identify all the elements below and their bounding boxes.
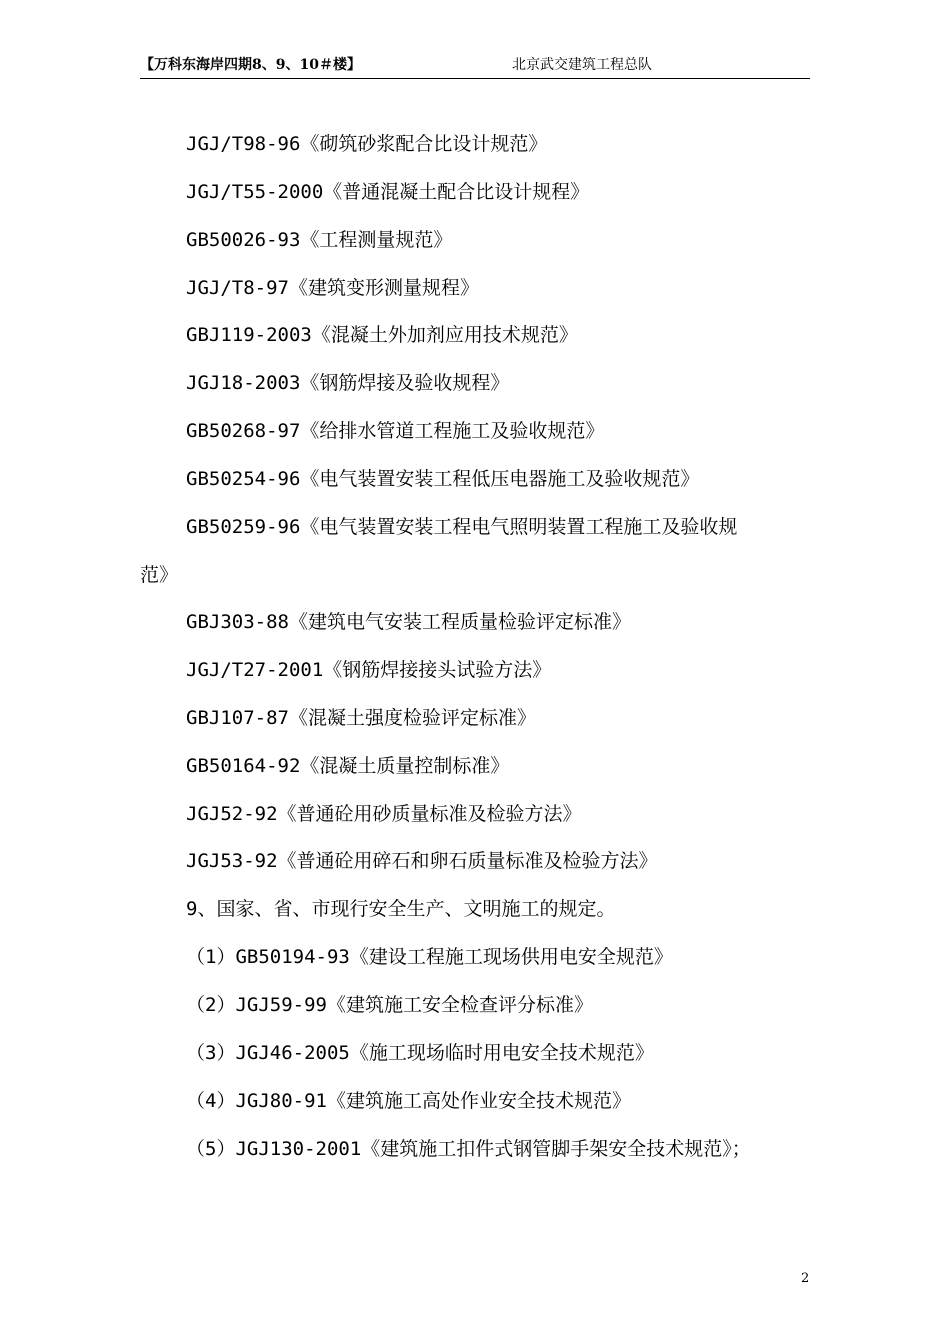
safety-standard-line: （4）JGJ80-91《建筑施工高处作业安全技术规范》 — [186, 1090, 631, 1112]
standard-line: GB50268-97《给排水管道工程施工及验收规范》 — [186, 420, 605, 442]
standard-line: JGJ/T8-97《建筑变形测量规程》 — [186, 277, 479, 299]
standard-line-continuation: 范》 — [140, 564, 179, 586]
standard-line: GBJ107-87《混凝土强度检验评定标准》 — [186, 707, 536, 729]
page-header — [140, 48, 810, 79]
header-company-name: 北京武交建筑工程总队 — [512, 57, 652, 73]
standard-line: GB50026-93《工程测量规范》 — [186, 229, 453, 251]
standard-line: JGJ/T27-2001《钢筋焊接接头试验方法》 — [186, 659, 552, 681]
safety-standard-line: （1）GB50194-93《建设工程施工现场供用电安全规范》 — [186, 946, 673, 968]
standard-line: JGJ53-92《普通砼用碎石和卵石质量标准及检验方法》 — [186, 850, 658, 872]
standard-line: JGJ/T98-96《砌筑砂浆配合比设计规范》 — [186, 133, 548, 155]
standard-line: GB50254-96《电气装置安装工程低压电器施工及验收规范》 — [186, 468, 700, 490]
safety-standard-line: （5）JGJ130-2001《建筑施工扣件式钢管脚手架安全技术规范》； — [186, 1138, 751, 1160]
standard-line: GB50259-96《电气装置安装工程电气照明装置工程施工及验收规 — [186, 516, 738, 538]
standard-line: GBJ119-2003《混凝土外加剂应用技术规范》 — [186, 324, 578, 346]
standard-line: JGJ18-2003《钢筋焊接及验收规程》 — [186, 372, 510, 394]
page-number: 2 — [801, 1271, 810, 1286]
safety-standard-line: （3）JGJ46-2005《施工现场临时用电安全技术规范》 — [186, 1042, 654, 1064]
standard-line: JGJ/T55-2000《普通混凝土配合比设计规程》 — [186, 181, 590, 203]
section-heading: 9、国家、省、市现行安全生产、文明施工的规定。 — [186, 898, 616, 920]
standard-line: GB50164-92《混凝土质量控制标准》 — [186, 755, 510, 777]
header-project-title: 【万科东海岸四期8、9、10＃楼】 — [140, 57, 361, 73]
standard-line: JGJ52-92《普通砼用砂质量标准及检验方法》 — [186, 803, 582, 825]
standard-line: GBJ303-88《建筑电气安装工程质量检验评定标准》 — [186, 611, 631, 633]
safety-standard-line: （2）JGJ59-99《建筑施工安全检查评分标准》 — [186, 994, 593, 1016]
